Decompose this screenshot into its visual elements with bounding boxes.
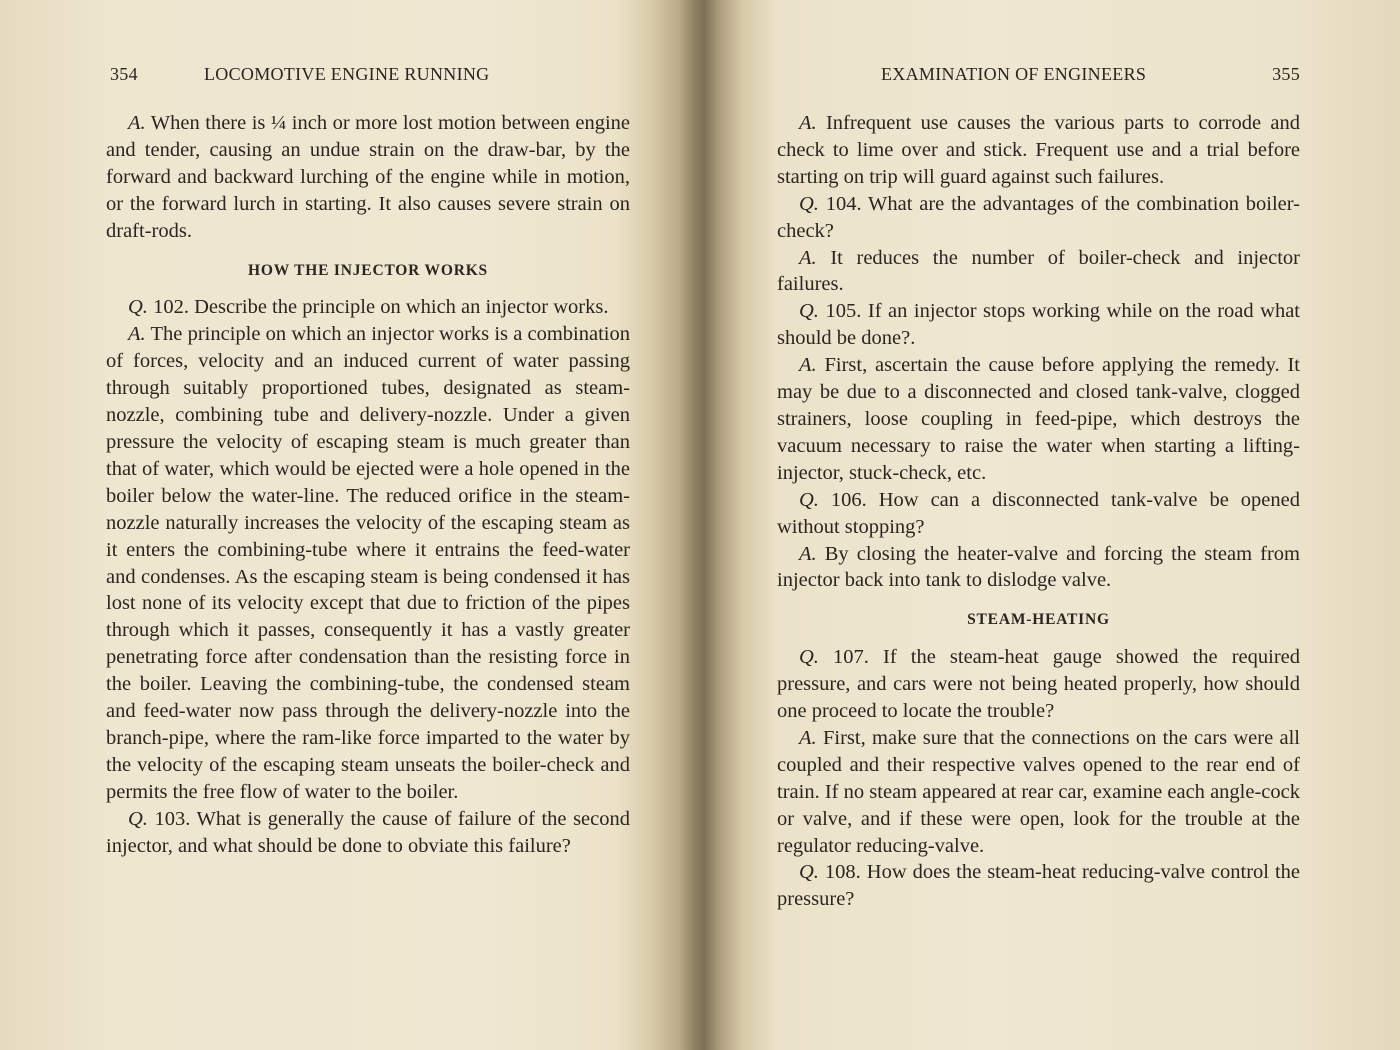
paragraph-lead: Q. [799, 488, 819, 511]
paragraph [777, 298, 1300, 352]
paragraph-lead: A. [799, 112, 817, 134]
page-number: 354 [110, 64, 138, 84]
paragraph-text: When there is ¼ inch or more lost motion between engine and tender, causing an undue strain on the draw-bar, by the forward and backward lurching of the engine while in motion, or the forward lurch in starting. It also causes severe strain on draft-rods. [106, 112, 630, 242]
paragraph-lead: A. [128, 323, 146, 346]
paragraph-text: The principle on which an injector works is a combination of forces, velocity and an induced current of water passing through suitably proportioned tubes, designated as steam-nozzle, combining tube and delivery-nozzle. Under a given pressure the velocity of escaping steam is much greater than that of water, which would be ejected were a hole opened in the boiler below the water-line. The reduced orifice in the steam-nozzle naturally increases the velocity of the escaping steam as it enters the combining-tube where it entrains the feed-water and condenses. As the escaping steam is being condensed it has lost none of its velocity except that due to friction of the pipes through which it passes, consequently it has a vastly greater penetrating force after condensation than the resisting force in the boiler. Leaving the combining-tube, the condensed steam and feed-water now pass through the delivery-nozzle into the branch-pipe, where the ram-like force imparted to the water by the velocity of the escaping steam unseats the boiler-check and permits the free flow of water to the boiler. [106, 323, 630, 803]
paragraph [777, 487, 1300, 541]
paragraph-lead: Q. [128, 296, 148, 319]
paragraph-text: 103. What is generally the cause of failure of the second injector, and what should be done to obviate this failure? [106, 807, 631, 857]
paragraph-text: 106. How can a disconnected tank-valve be opened without stopping? [777, 488, 1301, 538]
paragraph-lead: Q. [128, 807, 148, 830]
paragraph [777, 110, 1300, 191]
paragraph-lead: Q. [799, 300, 819, 323]
paragraph-lead: Q. [799, 861, 819, 884]
section-heading: HOW THE INJECTOR WORKS [248, 261, 488, 279]
paragraph [106, 294, 630, 321]
running-head-left [106, 64, 630, 88]
page-number: 355 [1272, 64, 1300, 84]
paragraph-lead: A. [799, 246, 817, 269]
paragraph [106, 321, 630, 805]
paragraph [777, 191, 1300, 245]
paragraph-lead: Q. [799, 646, 819, 669]
page-body-left [106, 110, 630, 859]
paragraph [106, 806, 630, 860]
paragraph-text: First, ascertain the cause before applying the remedy. It may be due to a disconnected and closed tank-valve, clogged strainers, loose coupling in feed-pipe, which destroys the vacuum necessary to raise the water when starting a lifting-injector, stuck-check, etc. [777, 354, 1300, 484]
running-title: EXAMINATION OF ENGINEERS [881, 64, 1147, 84]
paragraph-text: By closing the heater-valve and forcing the steam from injector back into tank to dislodge valve. [777, 542, 1301, 592]
paragraph [777, 352, 1300, 487]
running-head-right [777, 64, 1300, 88]
paragraph-lead: Q. [799, 192, 819, 215]
left-page [106, 0, 630, 1050]
paragraph [777, 725, 1300, 860]
paragraph [777, 541, 1300, 595]
paragraph-text: Infrequent use causes the various parts to corrode and check to lime over and stick. Frequent use and a trial before starting on trip will guard against such failures. [777, 112, 1301, 188]
running-title: LOCOMOTIVE ENGINE RUNNING [204, 64, 490, 84]
paragraph-lead: A. [799, 542, 817, 565]
paragraph-text: 105. If an injector stops working while on the road what should be done?. [777, 300, 1300, 350]
section-heading: STEAM-HEATING [967, 611, 1110, 629]
paragraph-lead: A. [799, 354, 817, 377]
page-body-right [777, 110, 1300, 913]
paragraph-lead: A. [799, 726, 817, 749]
paragraph-text: 107. If the steam-heat gauge showed the required pressure, and cars were not being heated properly, how should one proceed to locate the trouble? [777, 646, 1301, 723]
paragraph [777, 644, 1300, 725]
paragraph-text: First, make sure that the connections on the cars were all coupled and their respective valves opened to the rear end of train. If no steam appeared at rear car, examine each angle-cock or valve, and if these were open, look for the trouble at the regulator reducing-valve. [777, 726, 1300, 857]
paragraph [777, 859, 1300, 913]
right-page [777, 0, 1300, 1050]
paragraph [777, 245, 1300, 299]
paragraph-text: 108. How does the steam-heat reducing-valve control the pressure? [777, 861, 1300, 911]
paragraph-text: 102. Describe the principle on which an injector works. [153, 296, 609, 319]
paragraph-text: 104. What are the advantages of the combination boiler-check? [777, 192, 1301, 242]
paragraph-lead: A. [128, 112, 146, 134]
paragraph-text: It reduces the number of boiler-check and injector failures. [777, 246, 1300, 296]
paragraph [106, 110, 630, 245]
